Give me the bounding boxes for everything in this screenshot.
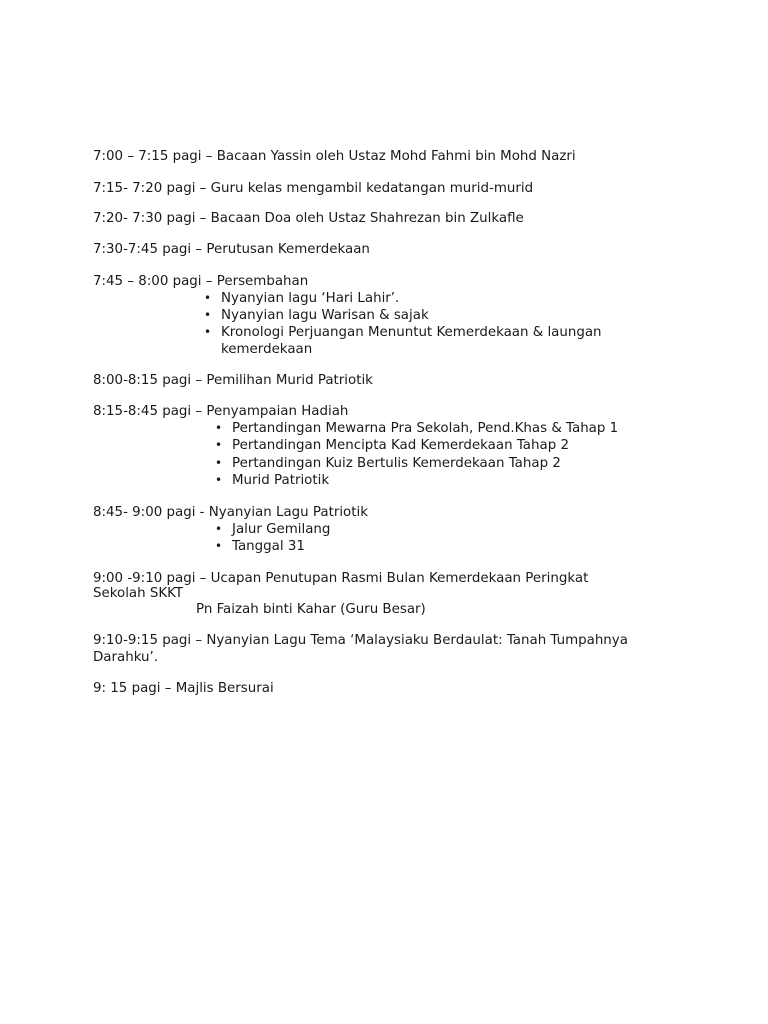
schedule-line: 8:15-8:45 pagi – Penyampaian Hadiah: [93, 404, 349, 419]
bullet-dot-icon: •: [215, 522, 223, 536]
bullet-dot-icon: •: [204, 325, 212, 339]
schedule-line: 9:10-9:15 pagi – Nyanyian Lagu Tema ‘Malaysiaku Berdaulat: Tanah Tumpahnya: [93, 633, 628, 648]
bullet-dot-icon: •: [215, 438, 223, 452]
bullet-dot-icon: •: [215, 473, 223, 487]
schedule-line: 7:30-7:45 pagi – Perutusan Kemerdekaan: [93, 242, 370, 257]
schedule-line: 8:45- 9:00 pagi - Nyanyian Lagu Patriotik: [93, 505, 368, 520]
list-item: Nyanyian lagu ‘Hari Lahir’.: [221, 291, 400, 306]
bullet-dot-icon: •: [204, 291, 212, 305]
schedule-line-continuation: Darahku’.: [93, 650, 159, 665]
schedule-line: 8:00-8:15 pagi – Pemilihan Murid Patriotik: [93, 373, 373, 388]
list-item: Pertandingan Mewarna Pra Sekolah, Pend.Khas & Tahap 1: [232, 421, 619, 436]
list-item: Pertandingan Mencipta Kad Kemerdekaan Tahap 2: [232, 438, 569, 453]
schedule-line: 9:00 -9:10 pagi – Ucapan Penutupan Rasmi Bulan Kemerdekaan Peringkat: [93, 571, 589, 586]
schedule-line-continuation: Sekolah SKKT: [93, 586, 184, 601]
list-item: Jalur Gemilang: [232, 522, 331, 537]
list-item-continuation: kemerdekaan: [221, 342, 313, 357]
list-item: Murid Patriotik: [232, 473, 330, 488]
bullet-dot-icon: •: [215, 456, 223, 470]
schedule-line: 7:20- 7:30 pagi – Bacaan Doa oleh Ustaz Shahrezan bin Zulkafle: [93, 211, 524, 226]
list-item: Nyanyian lagu Warisan & sajak: [221, 308, 429, 323]
list-item: Pertandingan Kuiz Bertulis Kemerdekaan Tahap 2: [232, 456, 561, 471]
schedule-line: 7:45 – 8:00 pagi – Persembahan: [93, 274, 309, 289]
bullet-dot-icon: •: [215, 421, 223, 435]
list-item: Tanggal 31: [232, 539, 305, 554]
schedule-line: 7:00 – 7:15 pagi – Bacaan Yassin oleh Ustaz Mohd Fahmi bin Mohd Nazri: [93, 149, 576, 164]
schedule-line: 7:15- 7:20 pagi – Guru kelas mengambil kedatangan murid-murid: [93, 181, 534, 196]
schedule-line: 9: 15 pagi – Majlis Bersurai: [93, 681, 274, 696]
list-item: Kronologi Perjuangan Menuntut Kemerdekaan & laungan: [221, 325, 602, 340]
bullet-dot-icon: •: [204, 308, 212, 322]
speaker-line: Pn Faizah binti Kahar (Guru Besar): [196, 602, 426, 617]
bullet-dot-icon: •: [215, 539, 223, 553]
